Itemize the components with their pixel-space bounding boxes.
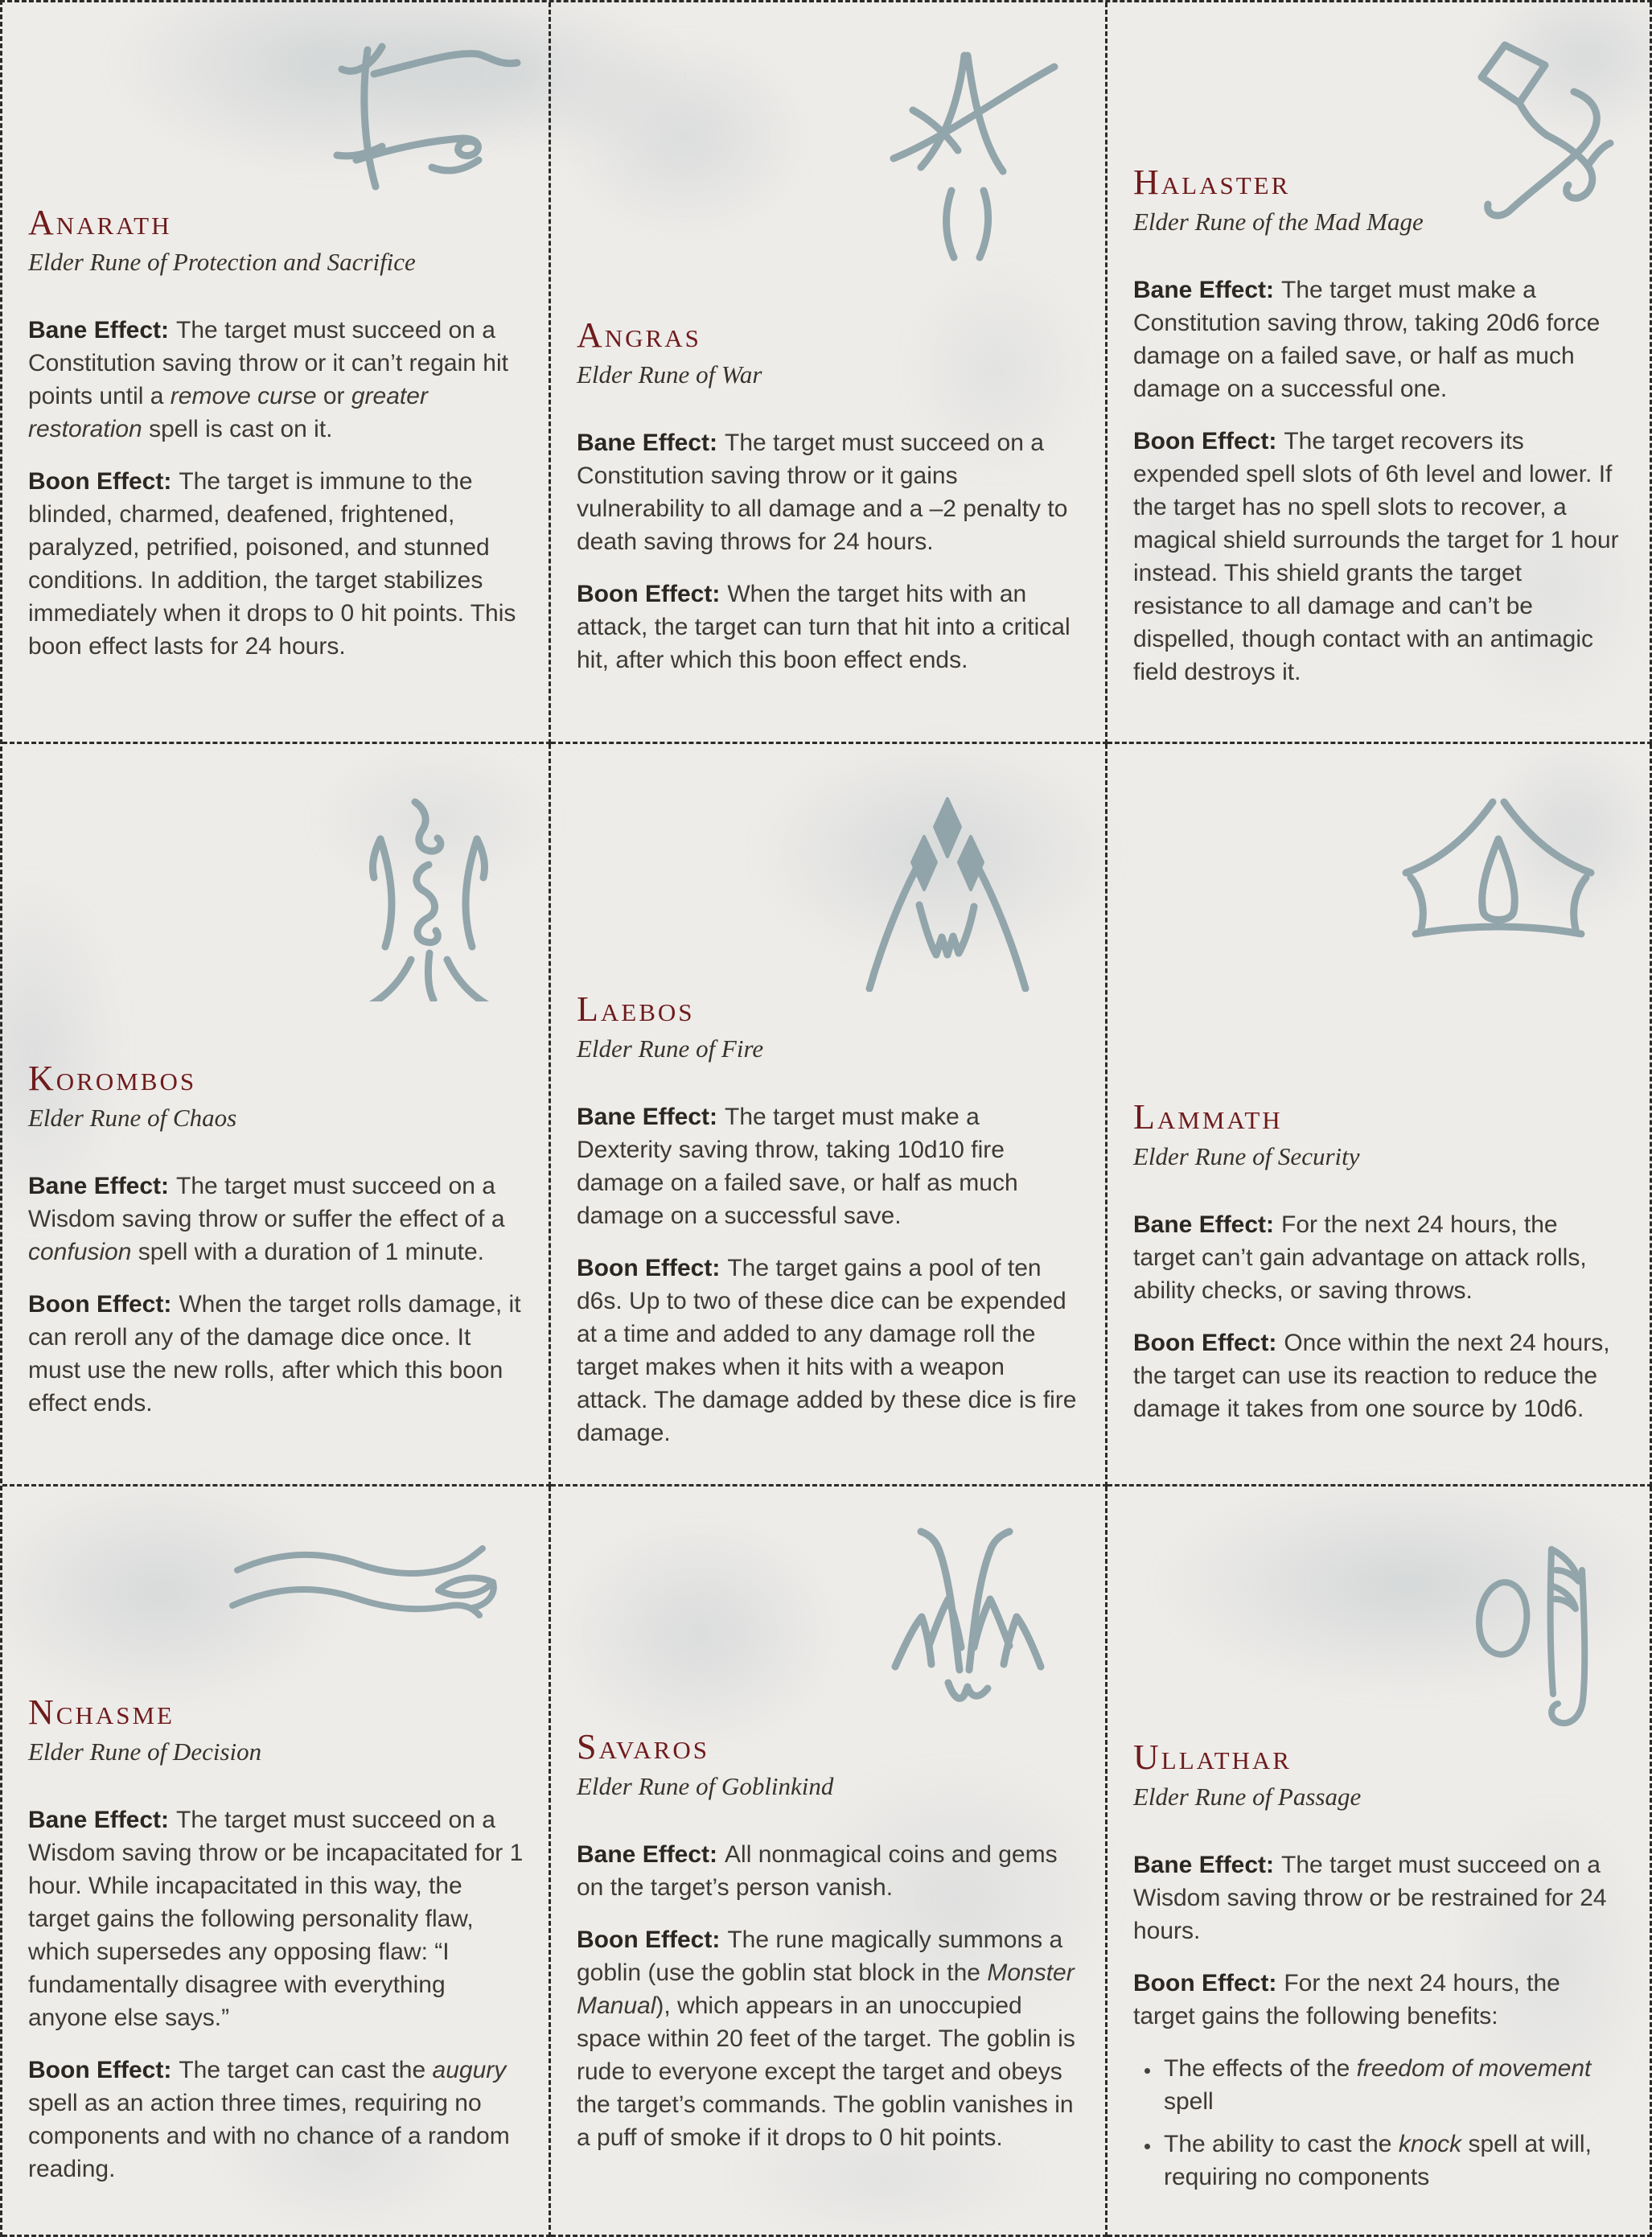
effect-text: The target must make a Dexterity saving throw, taking 10d10 fire damage on a failed save, or half as much damage on a successful save. [577, 1104, 1018, 1230]
card-subtitle: Elder Rune of Chaos [28, 1104, 237, 1133]
card-nchasme [2, 1487, 551, 2237]
card-title: Angras [577, 315, 701, 355]
benefit-item: • The effects of the freedom of movement spell [1161, 2052, 1625, 2118]
card-content [2, 2, 549, 663]
boon-effect [1133, 425, 1622, 689]
card-content [1107, 1487, 1650, 2194]
card-subtitle: Elder Rune of Goblinkind [577, 1772, 834, 1801]
effect-text: The target must succeed on a Wisdom saving throw or be restrained for 24 hours. [1133, 1852, 1607, 1945]
card-ullathar [1107, 1487, 1652, 2237]
effect-label: Boon Effect: [1133, 428, 1277, 455]
card-title: Laebos [577, 989, 695, 1029]
effect-label: Bane Effect: [577, 1104, 718, 1131]
effect-text: For the next 24 hours, the target gains the following benefits: [1133, 1970, 1560, 2030]
card-title: Ullathar [1133, 1737, 1292, 1777]
effect-text: For the next 24 hours, the target can’t gain advantage on attack rolls, ability checks, or saving throws. [1133, 1211, 1587, 1305]
bane-effect [28, 1803, 524, 2034]
bane-effect [28, 314, 524, 446]
effect-label: Bane Effect: [28, 1807, 170, 1834]
effect-text: The target must succeed on a Wisdom saving throw or be incapacitated for 1 hour. While incapacitated in this way, the target gains the following personality flaw, which supersedes any opposing flaw: “I fundamentally disagree with everything anyone else says.” [28, 1807, 524, 2032]
effect-label: Boon Effect: [1133, 1970, 1277, 1997]
card-content [1107, 2, 1650, 689]
card-lammath [1107, 744, 1652, 1487]
effect-text: The target must succeed on a Constitution saving throw or it gains vulnerability to all damage and a –2 penalty to death saving throws for 24 hours. [577, 430, 1068, 556]
boon-effect [577, 578, 1081, 676]
benefit-list [1133, 2052, 1625, 2194]
card-subtitle: Elder Rune of the Mad Mage [1133, 208, 1424, 236]
card-subtitle: Elder Rune of Security [1133, 1142, 1360, 1171]
card-title: Anarath [28, 203, 172, 242]
card-content [2, 744, 549, 1420]
bane-effect [1133, 273, 1622, 405]
card-content [551, 1487, 1105, 2154]
effect-label: Bane Effect: [1133, 277, 1275, 304]
bane-effect [577, 1838, 1081, 1904]
card-content [2, 1487, 549, 2186]
effect-label: Boon Effect: [1133, 1330, 1277, 1357]
effect-label: Bane Effect: [1133, 1852, 1275, 1879]
effect-text: The target gains a pool of ten d6s. Up to two of these dice can be expended at a time and added to any damage roll the target makes when it hits with a weapon attack. The damage added by these dice is fire damage. [577, 1255, 1077, 1447]
effect-text: The target must succeed on a Wisdom saving throw or suffer the effect of a confusion spell with a duration of 1 minute. [28, 1173, 505, 1266]
effect-text: When the target hits with an attack, the target can turn that hit into a critical hit, after which this boon effect ends. [577, 581, 1071, 674]
effect-text: All nonmagical coins and gems on the target’s person vanish. [577, 1841, 1058, 1902]
effect-label: Bane Effect: [577, 430, 718, 457]
bane-effect [1133, 1848, 1625, 1947]
card-savaros [551, 1487, 1107, 2237]
card-content [551, 2, 1105, 676]
card-subtitle: Elder Rune of War [577, 360, 762, 389]
bane-effect [28, 1170, 524, 1269]
card-subtitle: Elder Rune of Protection and Sacrifice [28, 248, 416, 277]
boon-effect [1133, 1967, 1625, 2033]
card-korombos [2, 744, 551, 1487]
effect-label: Boon Effect: [577, 1927, 721, 1954]
card-anarath [2, 2, 551, 744]
card-subtitle: Elder Rune of Decision [28, 1737, 262, 1766]
card-title: Lammath [1133, 1097, 1283, 1137]
boon-effect [28, 2054, 524, 2186]
bane-effect [577, 426, 1081, 558]
effect-label: Boon Effect: [577, 581, 721, 608]
effect-text: The target must succeed on a Constitution saving throw or it can’t regain hit points until a remove curse or greater restoration spell is cast on it. [28, 317, 508, 443]
effect-text: The rune magically summons a goblin (use the goblin stat block in the Monster Manual), which appears in an unoccupied space within 20 feet of the target. The goblin is rude to everyone except the target and obeys the target’s commands. The goblin vanishes in a puff of smoke if it drops to 0 hit points. [577, 1927, 1075, 2152]
card-title: Nchasme [28, 1692, 175, 1732]
boon-effect [577, 1252, 1081, 1450]
boon-effect [577, 1923, 1081, 2154]
card-subtitle: Elder Rune of Fire [577, 1034, 764, 1063]
boon-effect [28, 1288, 524, 1420]
effect-label: Boon Effect: [28, 2057, 172, 2084]
card-title: Savaros [577, 1727, 709, 1766]
effect-label: Bane Effect: [28, 1173, 170, 1200]
effect-label: Boon Effect: [577, 1255, 721, 1282]
card-content [551, 744, 1105, 1450]
card-subtitle: Elder Rune of Passage [1133, 1783, 1362, 1811]
bane-effect [577, 1100, 1081, 1232]
effect-label: Bane Effect: [577, 1841, 718, 1869]
effect-text: The target is immune to the blinded, charmed, deafened, frightened, paralyzed, petrified, poisoned, and stunned conditions. In addition, the target stabilizes immediately when it drops to 0 hit points. This boon effect lasts for 24 hours. [28, 468, 516, 660]
card-title: Korombos [28, 1059, 197, 1098]
boon-effect [28, 465, 524, 663]
card-angras [551, 2, 1107, 744]
effect-label: Bane Effect: [28, 317, 170, 344]
card-title: Halaster [1133, 162, 1291, 202]
card-halaster [1107, 2, 1652, 744]
benefit-item: • The ability to cast the knock spell at will, requiring no components [1161, 2128, 1625, 2194]
effect-text: The target recovers its expended spell slots of 6th level and lower. If the target has no spell slots to recover, a magical shield surrounds the target for 1 hour instead. This shield grants the target resistance to all damage and can’t be dispelled, though contact with an antimagic field destroys it. [1133, 428, 1619, 686]
bane-effect [1133, 1208, 1625, 1307]
card-content [1107, 744, 1650, 1425]
effect-text: The target can cast the augury spell as an action three times, requiring no components and with no chance of a random reading. [28, 2057, 510, 2183]
effect-label: Boon Effect: [28, 468, 172, 496]
effect-text: Once within the next 24 hours, the target can use its reaction to reduce the damage it takes from one source by 10d6. [1133, 1330, 1610, 1423]
effect-text: When the target rolls damage, it can reroll any of the damage dice once. It must use the new rolls, after which this boon effect ends. [28, 1291, 521, 1417]
effect-label: Boon Effect: [28, 1291, 172, 1318]
effect-text: The target must make a Constitution saving throw, taking 20d6 force damage on a failed save, or half as much damage on a successful one. [1133, 277, 1601, 403]
card-laebos [551, 744, 1107, 1487]
boon-effect [1133, 1326, 1625, 1425]
effect-label: Bane Effect: [1133, 1211, 1275, 1239]
